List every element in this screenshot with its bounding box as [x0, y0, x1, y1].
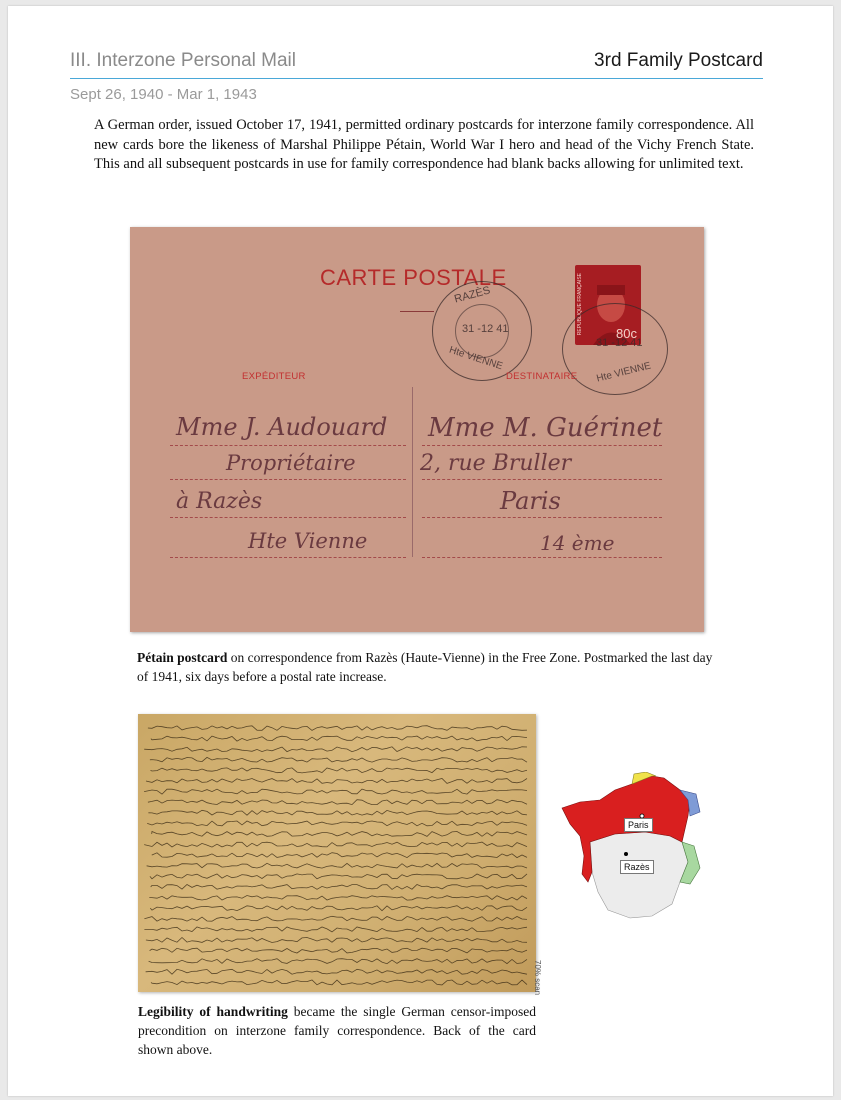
handwriting-line	[151, 768, 528, 773]
handwriting-line	[144, 747, 527, 752]
handwriting-line	[152, 853, 527, 858]
handwriting-line	[151, 885, 527, 890]
sender-occupation: Propriétaire	[226, 451, 356, 475]
address-line	[170, 517, 406, 518]
france-map-icon	[560, 772, 710, 922]
postcard-front	[130, 227, 704, 632]
caption-bold: Legibility of handwriting	[138, 1004, 288, 1019]
recipient-label: DESTINATAIRE	[506, 371, 578, 382]
postmark-circle	[562, 303, 668, 395]
handwriting-line	[152, 832, 527, 837]
handwriting-line	[146, 779, 527, 784]
recipient-city: Paris	[500, 487, 561, 515]
handwriting-line	[146, 969, 527, 974]
address-line	[422, 557, 662, 558]
handwriting-line	[147, 821, 527, 826]
address-line	[170, 557, 406, 558]
intro-paragraph: A German order, issued October 17, 1941, permitted ordinary postcards for interzone family correspondence. All new cards bore the likeness of Marshal Philippe Pétain, World War I hero and head of the Vichy French State. This and all subsequent postcards in use for family correspondence had blank backs allowing for unlimited text.	[94, 117, 754, 172]
postmark-date: 31 -12 41	[462, 323, 509, 335]
handwriting-line	[148, 726, 527, 731]
caption-text: on correspondence from Razès (Haute-Vienne) in the Free Zone. Postmarked the last day of 1941, six days before a postal rate increase.	[137, 650, 713, 684]
address-divider	[412, 387, 413, 557]
handwriting-line	[151, 736, 527, 741]
postmark-town: RAZÈS	[453, 284, 492, 306]
france-zone-map	[560, 772, 710, 922]
stamp-country: REPUBLIQUE FRANÇAISE	[577, 273, 583, 336]
address-line	[170, 479, 406, 480]
caption-text: became the single German censor-imposed precondition on interzone family correspondence. Back of the card shown above.	[138, 1004, 536, 1057]
handwriting-line	[144, 842, 527, 847]
postcard-title: CARTE POSTALE	[320, 265, 507, 290]
postcard-back-handwriting	[138, 714, 536, 992]
address-line	[422, 517, 662, 518]
handwriting-line	[144, 927, 527, 932]
title-dash	[400, 311, 434, 312]
handwriting-line	[144, 916, 527, 921]
map-label-paris: Paris	[624, 818, 653, 832]
date-range: Sept 26, 1940 - Mar 1, 1943	[70, 86, 257, 103]
sender-town: à Razès	[176, 489, 263, 514]
handwriting-line	[148, 810, 527, 815]
handwriting-scribble	[138, 714, 536, 992]
handwriting-line	[144, 789, 527, 794]
address-line	[422, 445, 662, 446]
map-label-razes: Razès	[620, 860, 654, 874]
handwriting-line	[150, 906, 527, 911]
handwriting-line	[148, 800, 527, 805]
sender-name: Mme J. Audouard	[176, 413, 388, 441]
handwriting-line	[147, 863, 527, 868]
caption-bold: Pétain postcard	[137, 650, 228, 665]
header-divider	[70, 78, 763, 79]
address-line	[170, 445, 406, 446]
recipient-street: 2, rue Bruller	[420, 451, 572, 476]
handwriting-line	[150, 874, 527, 879]
recipient-name: Mme M. Guérinet	[428, 413, 663, 443]
handwriting-line	[150, 757, 527, 762]
stamp-value: 80c	[616, 326, 637, 341]
handwriting-line	[149, 896, 527, 901]
scan-note: 70% scan	[533, 960, 542, 996]
postcard-caption	[137, 648, 717, 686]
postmark-region: Hte VIENNE	[447, 344, 504, 373]
section-title: III. Interzone Personal Mail	[70, 50, 296, 71]
address-line	[422, 479, 662, 480]
handwriting-line	[149, 959, 527, 964]
sender-region: Hte Vienne	[248, 529, 368, 553]
handwriting-line	[151, 980, 527, 985]
handwriting-caption	[138, 1002, 536, 1059]
sender-label: EXPÉDITEUR	[242, 371, 306, 382]
recipient-district: 14 ème	[540, 531, 615, 555]
handwriting-line	[150, 948, 527, 953]
postmark-date: 31 -12 41	[596, 337, 643, 349]
postmark-region: Hte VIENNE	[595, 360, 653, 385]
handwriting-line	[146, 938, 527, 943]
page-title: 3rd Family Postcard	[594, 50, 763, 71]
album-page	[8, 6, 833, 1096]
